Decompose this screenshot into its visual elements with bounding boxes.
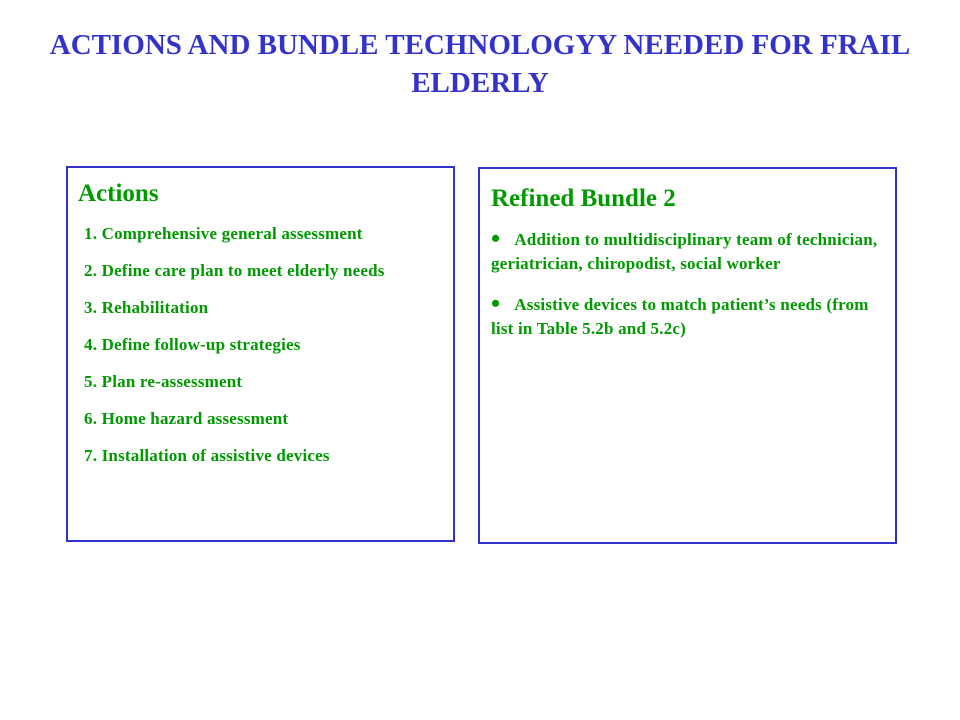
bullet-icon: • (491, 224, 501, 253)
action-text: Define care plan to meet elderly needs (101, 261, 385, 280)
action-number: 1. (84, 224, 98, 243)
action-text: Installation of assistive devices (101, 446, 330, 465)
action-number: 2. (84, 261, 98, 280)
action-text: Comprehensive general assessment (101, 224, 363, 243)
action-number: 7. (84, 446, 98, 465)
bundle-list (491, 224, 883, 341)
action-number: 4. (84, 335, 98, 354)
action-item (78, 333, 443, 356)
bundle-item-text: Addition to multidisciplinary team of technician, geriatrician, chiropodist, social worker (491, 230, 878, 273)
action-text: Define follow-up strategies (101, 335, 301, 354)
bundle-item (491, 289, 883, 341)
actions-list (78, 222, 443, 467)
actions-heading: Actions (78, 180, 159, 207)
action-item (78, 259, 443, 282)
bundle-item (491, 224, 883, 276)
action-text: Plan re-assessment (101, 372, 243, 391)
action-number: 6. (84, 409, 98, 428)
action-text: Home hazard assessment (101, 409, 289, 428)
action-item (78, 296, 443, 319)
refined-bundle-box (478, 167, 897, 544)
slide-title: ACTIONS AND BUNDLE TECHNOLOGYY NEEDED FOR FRAIL ELDERLY (49, 29, 911, 99)
action-text: Rehabilitation (101, 298, 209, 317)
action-number: 5. (84, 372, 98, 391)
action-number: 3. (84, 298, 98, 317)
bundle-item-text: Assistive devices to match patient’s needs (from list in Table 5.2b and 5.2c) (491, 295, 869, 338)
action-item (78, 407, 443, 430)
action-item (78, 370, 443, 393)
actions-box (66, 166, 455, 542)
action-item (78, 222, 443, 245)
bullet-icon: • (491, 289, 501, 318)
action-item (78, 444, 443, 467)
bundle-heading: Refined Bundle 2 (491, 185, 676, 212)
